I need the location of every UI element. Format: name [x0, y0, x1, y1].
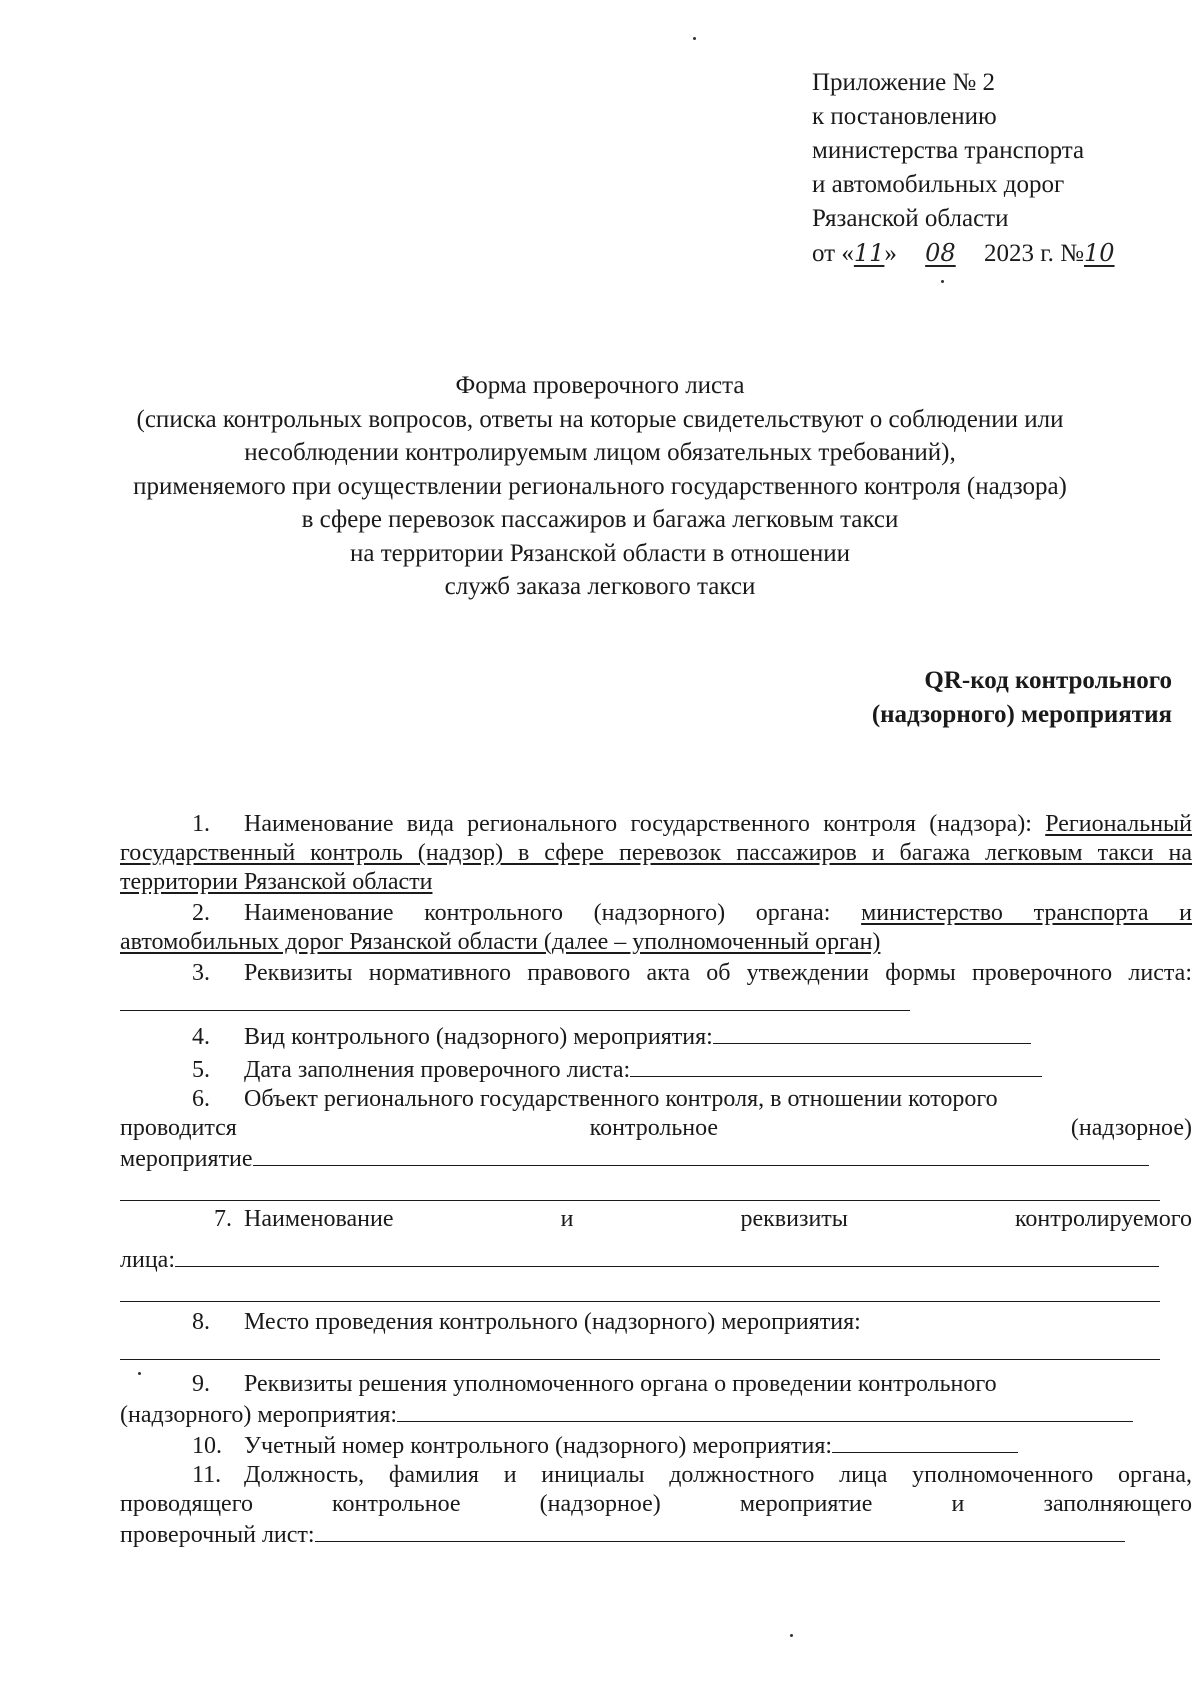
scan-speck	[693, 37, 696, 40]
item-5-blank[interactable]	[630, 1054, 1042, 1077]
item-4-blank[interactable]	[713, 1021, 1031, 1044]
item-7: 7. Наименование и реквизиты контролируемого лица:	[120, 1205, 1192, 1302]
item-1-value: Региональный государственный контроль (надзор) в сфере перевозок пассажиров и багажа легковым такси на территории Рязанской области	[120, 811, 1193, 895]
appendix-line-3: министерства транспорта	[812, 137, 1085, 164]
item-7-blank[interactable]	[175, 1244, 1159, 1267]
item-3-blank[interactable]	[120, 988, 910, 1011]
item-4: 4. Вид контрольного (надзорного) мероприятия:	[120, 1021, 1192, 1052]
item-3: 3. Реквизиты нормативного правового акта об утвеждении формы проверочного листа:	[120, 959, 1192, 1019]
item-10-blank[interactable]	[832, 1430, 1018, 1453]
item-2-value: министерство транспорта и автомобильных дорог Рязанской области (далее – уполномоченный орган)	[120, 900, 1193, 955]
item-2: 2. Наименование контрольного (надзорного) органа: министерство транспорта и автомобильных дорог Рязанской области (далее – уполномоченный орган)	[120, 900, 1193, 955]
item-8: 8. Место проведения контрольного (надзорного) мероприятия:	[192, 1309, 861, 1335]
appendix-line-5: Рязанской области	[812, 205, 1009, 232]
item-8-blank[interactable]	[120, 1337, 1160, 1360]
appendix-line-2: к постановлению	[812, 103, 997, 130]
appendix-line-1: Приложение № 2	[812, 69, 996, 96]
appendix-date-line: от «11» 08 2023 г. №10	[812, 239, 1115, 267]
item-5: 5. Дата заполнения проверочного листа:	[120, 1054, 1192, 1085]
appendix-month: 08	[925, 239, 956, 267]
appendix-day: 11	[853, 239, 885, 267]
item-7-blank-2[interactable]	[120, 1275, 1160, 1302]
item-1: 1. Наименование вида регионального государственного контроля (надзора): Региональный государственный контроль (надзор) в сфере перевозок пассажиров и багажа легковым такси на территории Рязанской области	[120, 811, 1193, 895]
appendix-number: 10	[1084, 239, 1115, 267]
checklist-items	[120, 810, 1192, 1550]
item-6-blank[interactable]	[253, 1143, 1149, 1166]
scan-speck	[941, 280, 944, 283]
scan-speck	[138, 1372, 141, 1375]
item-11: 11. Должность, фамилия и инициалы должностного лица уполномоченного органа, проводящего контрольное (надзорное) мероприятие и заполняющего проверочный лист:	[120, 1462, 1192, 1548]
form-title: Форма проверочного листа (списка контрольных вопросов, ответы на которые свидетельствуют о соблюдении или несоблюдении контролируемым лицом обязательных требований), применяемого при осуществлении регионального государственного контроля (надзора) в сфере перевозок пассажиров и багажа легковым такси на территории Рязанской области в отношении служб заказа легкового такси	[133, 372, 1067, 600]
scan-speck	[790, 1634, 793, 1637]
appendix-header	[812, 66, 1192, 271]
item-6-blank-2[interactable]	[120, 1174, 1160, 1201]
qr-code-label: QR-код контрольного (надзорного) мероприятия	[871, 667, 1172, 728]
item-10: 10. Учетный номер контрольного (надзорного) мероприятия:	[120, 1430, 1192, 1461]
appendix-line-4: и автомобильных дорог	[812, 171, 1065, 198]
item-11-blank[interactable]	[315, 1519, 1125, 1542]
item-9: 9. Реквизиты решения уполномоченного органа о проведении контрольного (надзорного) мероприятия:	[120, 1370, 1192, 1430]
item-9-blank[interactable]	[397, 1399, 1133, 1422]
item-6: 6. Объект регионального государственного контроля, в отношении которого проводится контрольное (надзорное) мероприятие	[120, 1085, 1192, 1201]
